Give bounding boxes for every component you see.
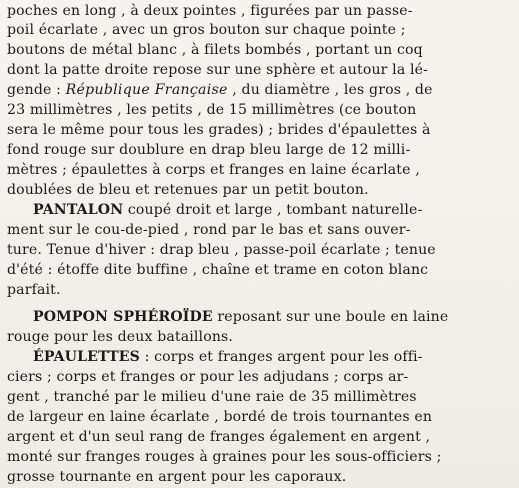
- line-11: [7, 201, 513, 219]
- line-23: [7, 448, 513, 466]
- line-9-seg-1: mètres ; épaulettes à corps et franges en laine écarlate ,: [7, 162, 420, 178]
- line-16: [7, 308, 513, 326]
- line-4: [7, 61, 513, 79]
- line-19: [7, 368, 513, 386]
- line-5-seg-2: République Française: [65, 82, 228, 98]
- line-2-seg-1: poil écarlate , avec un gros bouton sur chaque pointe ;: [7, 22, 406, 38]
- line-15: [7, 281, 513, 299]
- line-5: [7, 81, 513, 99]
- line-18: [7, 348, 513, 366]
- line-14: [7, 261, 513, 279]
- line-22: [7, 428, 513, 446]
- line-20: [7, 388, 513, 406]
- line-3-seg-1: boutons de métal blanc , à filets bombés , portant un coq: [7, 42, 423, 58]
- line-2: [7, 21, 513, 39]
- line-7: [7, 121, 513, 139]
- line-15-seg-1: parfait.: [7, 282, 61, 298]
- line-4-seg-1: dont la patte droite repose sur une sphère et autour la lé-: [7, 62, 429, 78]
- line-1-seg-1: poches en long , à deux pointes , figurées par un passe-: [7, 3, 413, 19]
- line-14-seg-1: d'été : étoffe dite buffine , chaîne et trame en coton blanc: [7, 262, 429, 278]
- line-22-seg-1: argent et d'un seul rang de franges également en argent ,: [7, 429, 431, 445]
- line-20-seg-1: gent , tranché par le milieu d'une raie de 35 millimètres: [7, 389, 417, 405]
- line-13-seg-1: ture. Tenue d'hiver : drap bleu , passe-poil écarlate ; tenue: [7, 242, 436, 258]
- line-21: [7, 408, 513, 426]
- line-13: [7, 241, 513, 259]
- line-12: [7, 221, 513, 239]
- line-21-seg-1: de largeur en laine écarlate , bordé de trois tournantes en: [7, 409, 433, 425]
- line-6: [7, 101, 513, 119]
- line-23-seg-1: monté sur franges rouges à graines pour les sous-officiers ;: [7, 449, 442, 465]
- line-17: [7, 328, 513, 346]
- line-18-seg-1: ÉPAULETTES: [33, 349, 140, 365]
- line-11-seg-1: PANTALON: [33, 202, 124, 218]
- line-17-seg-1: rouge pour les deux bataillons.: [7, 329, 234, 345]
- line-11-seg-2: coupé droit et large , tombant naturelle-: [123, 202, 423, 218]
- line-19-seg-1: ciers ; corps et franges or pour les adjudans ; corps ar-: [7, 369, 409, 385]
- line-24: [7, 468, 513, 486]
- line-24-seg-1: grosse tournante en argent pour les caporaux.: [7, 469, 347, 485]
- line-16-seg-2: reposant sur une boule en laine: [212, 309, 449, 325]
- line-5-seg-3: , du diamètre , les gros , de: [227, 82, 433, 98]
- line-10: [7, 181, 513, 199]
- line-7-seg-1: sera le même pour tous les grades) ; brides d'épaulettes à: [7, 122, 431, 138]
- line-5-seg-1: gende :: [7, 82, 66, 98]
- line-8-seg-1: fond rouge sur doublure en drap bleu large de 12 milli-: [7, 142, 411, 158]
- line-9: [7, 161, 513, 179]
- line-3: [7, 41, 513, 59]
- line-18-seg-2: : corps et franges argent pour les offi-: [140, 349, 423, 365]
- line-8: [7, 141, 513, 159]
- line-12-seg-1: ment sur le cou-de-pied , rond par le bas et sans ouver-: [7, 222, 411, 238]
- line-10-seg-1: doublées de bleu et retenues par un petit bouton.: [7, 182, 369, 198]
- line-6-seg-1: 23 millimètres , les petits , de 15 millimètres (ce bouton: [7, 102, 417, 118]
- line-16-seg-1: POMPON SPHÉROÏDE: [33, 309, 213, 325]
- line-1: [7, 2, 513, 20]
